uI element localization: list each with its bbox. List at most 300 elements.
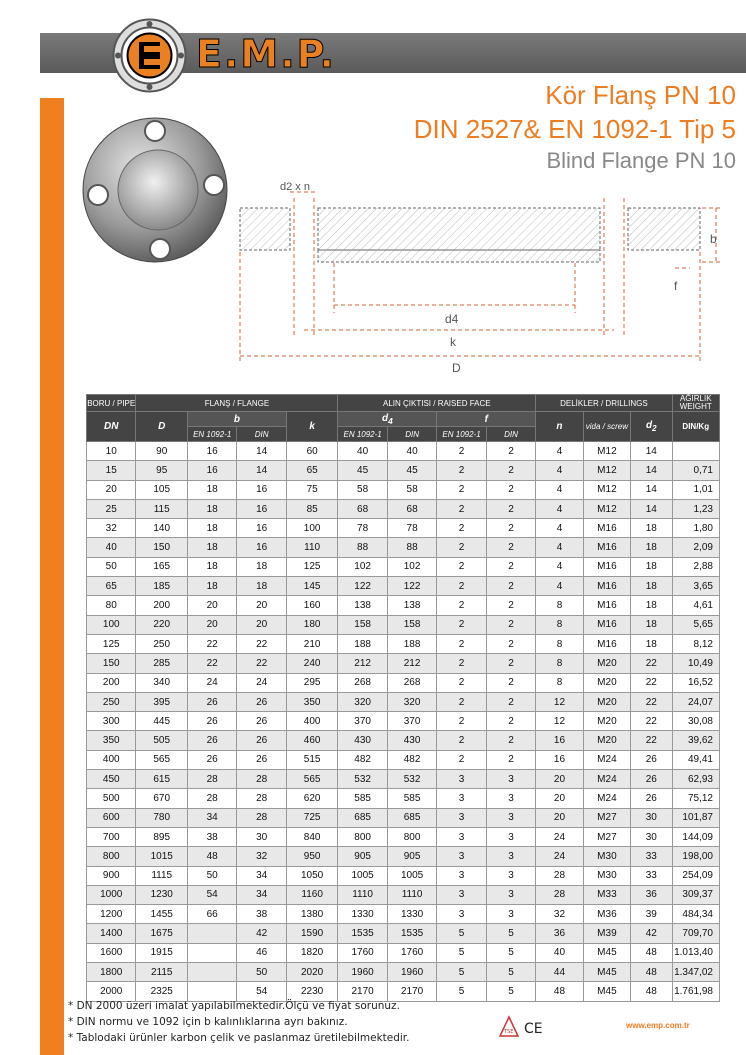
table-row [87, 847, 720, 866]
table-cell: 24 [536, 827, 583, 846]
emp-logo-icon [112, 18, 187, 93]
th-dn: DN [87, 412, 136, 442]
side-stripe [40, 98, 64, 1055]
table-cell: 22 [631, 731, 672, 750]
table-cell: 138 [338, 596, 387, 615]
table-cell: 1015 [136, 847, 187, 866]
table-cell: 250 [136, 634, 187, 653]
th-d4-din: DIN [387, 427, 436, 442]
table-cell: M12 [583, 499, 630, 518]
table-cell: 1115 [136, 866, 187, 885]
table-cell: 68 [338, 499, 387, 518]
table-row [87, 461, 720, 480]
table-cell: 26 [631, 789, 672, 808]
table-cell: 16 [237, 499, 286, 518]
table-row [87, 442, 720, 461]
table-row [87, 866, 720, 885]
table-cell: M20 [583, 731, 630, 750]
table-cell: M20 [583, 712, 630, 731]
footnotes [68, 998, 410, 1046]
table-cell: 22 [631, 692, 672, 711]
table-cell: 14 [237, 442, 286, 461]
table-cell: 1590 [286, 924, 337, 943]
table-cell: M16 [583, 615, 630, 634]
table-cell: 900 [87, 866, 136, 885]
table-cell: 22 [631, 712, 672, 731]
table-cell: M16 [583, 577, 630, 596]
table-cell: 2 [486, 480, 535, 499]
table-row [87, 885, 720, 904]
th-f: f [437, 412, 536, 427]
th-d4-en: EN 1092-1 [338, 427, 387, 442]
table-cell: 125 [87, 634, 136, 653]
table-cell: 10,49 [672, 654, 719, 673]
table-cell: 370 [387, 712, 436, 731]
table-cell: 16 [237, 538, 286, 557]
table-cell: 28 [237, 808, 286, 827]
note-3: * Tablodaki ürünler karbon çelik ve paslanmaz üretilebilmektedir. [68, 1032, 410, 1044]
table-cell: 30 [631, 808, 672, 827]
table-cell: 450 [87, 770, 136, 789]
table-cell: 1200 [87, 905, 136, 924]
table-cell: 2020 [286, 963, 337, 982]
table-cell: 42 [631, 924, 672, 943]
table-cell: 18 [187, 557, 236, 576]
table-cell: 16 [536, 750, 583, 769]
table-cell: 30 [631, 827, 672, 846]
table-cell: 320 [387, 692, 436, 711]
table-cell: 22 [631, 673, 672, 692]
table-cell: 18 [187, 480, 236, 499]
table-cell: 1535 [338, 924, 387, 943]
table-cell: 2 [486, 577, 535, 596]
table-cell: 320 [338, 692, 387, 711]
table-cell: 254,09 [672, 866, 719, 885]
table-cell: 58 [387, 480, 436, 499]
table-cell: 400 [87, 750, 136, 769]
table-cell: 484,34 [672, 905, 719, 924]
table-cell: 400 [286, 712, 337, 731]
table-cell: 430 [387, 731, 436, 750]
table-cell: 198,00 [672, 847, 719, 866]
table-cell: 220 [136, 615, 187, 634]
table-row [87, 557, 720, 576]
table-cell: 5 [437, 924, 486, 943]
table-cell: 370 [338, 712, 387, 731]
table-cell: 33 [631, 847, 672, 866]
table-cell: 110 [286, 538, 337, 557]
table-cell: 2 [486, 712, 535, 731]
table-cell: 3,65 [672, 577, 719, 596]
th-b-en: EN 1092-1 [187, 427, 236, 442]
table-cell: 20 [187, 596, 236, 615]
th-b: b [187, 412, 286, 427]
th-n: n [536, 412, 583, 442]
table-cell: 16 [237, 519, 286, 538]
table-cell: M45 [583, 943, 630, 962]
table-cell: 16 [536, 731, 583, 750]
table-cell: 16 [187, 442, 236, 461]
table-cell [187, 924, 236, 943]
table-cell: 105 [136, 480, 187, 499]
table-cell: 20 [536, 770, 583, 789]
dimensions-table [86, 394, 720, 1002]
table-cell: 20 [87, 480, 136, 499]
table-cell: 26 [631, 750, 672, 769]
table-cell: 20 [237, 596, 286, 615]
table-cell: 2 [486, 557, 535, 576]
table-cell: 1455 [136, 905, 187, 924]
label-d2n: d2 x n [280, 181, 310, 193]
table-cell: 54 [237, 982, 286, 1001]
table-cell: 18 [187, 519, 236, 538]
table-cell: 3 [486, 847, 535, 866]
table-cell: 22 [237, 654, 286, 673]
table-cell: 2 [486, 499, 535, 518]
table-cell: 140 [136, 519, 187, 538]
table-cell: 26 [187, 750, 236, 769]
table-cell: 1.347,02 [672, 963, 719, 982]
table-cell: M12 [583, 442, 630, 461]
table-cell: M39 [583, 924, 630, 943]
table-cell: 685 [387, 808, 436, 827]
table-row [87, 731, 720, 750]
table-cell: 10 [87, 442, 136, 461]
table-cell: 26 [237, 731, 286, 750]
table-cell: 3 [437, 905, 486, 924]
table-cell: 700 [87, 827, 136, 846]
table-cell: 780 [136, 808, 187, 827]
table-cell: 150 [87, 654, 136, 673]
table-cell: 5 [437, 982, 486, 1001]
table-cell: 2,88 [672, 557, 719, 576]
th-d2-sub: 2 [652, 423, 657, 433]
table-cell: 3 [437, 847, 486, 866]
table-cell: 2 [486, 731, 535, 750]
table-cell: 45 [338, 461, 387, 480]
table-cell: 102 [387, 557, 436, 576]
table-cell: 5,65 [672, 615, 719, 634]
th-d4-main: d [381, 412, 389, 424]
table-cell: M16 [583, 538, 630, 557]
table-cell: 158 [387, 615, 436, 634]
table-cell: 26 [237, 692, 286, 711]
table-cell: M16 [583, 557, 630, 576]
table-cell: 24 [536, 847, 583, 866]
table-cell: 2 [437, 634, 486, 653]
table-cell: 32 [237, 847, 286, 866]
table-cell: 350 [286, 692, 337, 711]
table-cell: 3 [437, 866, 486, 885]
table-row [87, 963, 720, 982]
table-cell: 60 [286, 442, 337, 461]
label-k: k [450, 335, 456, 349]
table-cell: 122 [338, 577, 387, 596]
label-D: D [452, 361, 461, 375]
label-f: f [674, 279, 678, 293]
table-cell: 2 [437, 615, 486, 634]
table-cell: 1110 [387, 885, 436, 904]
table-cell: 1380 [286, 905, 337, 924]
table-cell: 1960 [387, 963, 436, 982]
table-cell: 2170 [338, 982, 387, 1001]
table-cell: 150 [136, 538, 187, 557]
table-cell: 515 [286, 750, 337, 769]
table-cell: 32 [87, 519, 136, 538]
table-row [87, 480, 720, 499]
table-cell: 5 [486, 963, 535, 982]
table-cell [187, 943, 236, 962]
table-cell: 50 [87, 557, 136, 576]
table-cell: 2 [486, 634, 535, 653]
table-cell: 395 [136, 692, 187, 711]
table-row [87, 924, 720, 943]
table-cell: 2 [486, 750, 535, 769]
table-cell: 26 [631, 770, 672, 789]
table-cell: 2 [486, 596, 535, 615]
table-row [87, 634, 720, 653]
table-cell: 2 [437, 557, 486, 576]
table-cell: 482 [338, 750, 387, 769]
table-cell [187, 963, 236, 982]
th-k: k [286, 412, 337, 442]
table-cell: 2 [437, 442, 486, 461]
table-cell: 268 [338, 673, 387, 692]
table-cell: 54 [187, 885, 236, 904]
table-cell: 20 [536, 808, 583, 827]
table-cell: 3 [486, 827, 535, 846]
table-cell: 8 [536, 596, 583, 615]
table-cell: 48 [187, 847, 236, 866]
table-body [87, 442, 720, 1002]
title-turkish: Kör Flanş PN 10 [545, 80, 736, 110]
table-cell: 49,41 [672, 750, 719, 769]
table-cell: 144,09 [672, 827, 719, 846]
table-cell: 24 [237, 673, 286, 692]
table-cell: 5 [437, 943, 486, 962]
table-cell: 500 [87, 789, 136, 808]
table-cell: M16 [583, 596, 630, 615]
table-cell: 2230 [286, 982, 337, 1001]
table-cell: 22 [187, 654, 236, 673]
table-cell: 12 [536, 712, 583, 731]
th-d2 [631, 412, 672, 442]
table-cell: 615 [136, 770, 187, 789]
table-cell: 532 [338, 770, 387, 789]
table-cell: 620 [286, 789, 337, 808]
table-cell: 18 [631, 615, 672, 634]
table-cell: M24 [583, 770, 630, 789]
table-cell: 725 [286, 808, 337, 827]
table-cell: 2 [437, 750, 486, 769]
table-cell: 45 [387, 461, 436, 480]
table-cell: 185 [136, 577, 187, 596]
table-cell: 2 [486, 673, 535, 692]
table-cell: 18 [631, 577, 672, 596]
table-cell: 4 [536, 442, 583, 461]
table-cell: 18 [631, 596, 672, 615]
table-cell: M16 [583, 519, 630, 538]
table-cell: 0,71 [672, 461, 719, 480]
table-cell: 12 [536, 692, 583, 711]
table-cell: 40 [87, 538, 136, 557]
table-cell: 58 [338, 480, 387, 499]
table-cell: 95 [136, 461, 187, 480]
table-cell: 1000 [87, 885, 136, 904]
table-cell: 145 [286, 577, 337, 596]
table-cell: 1330 [387, 905, 436, 924]
table-cell: 1,80 [672, 519, 719, 538]
table-cell: 2 [437, 673, 486, 692]
table-cell [672, 442, 719, 461]
table-cell: 14 [237, 461, 286, 480]
table-cell: 20 [536, 789, 583, 808]
table-cell: 15 [87, 461, 136, 480]
table-cell: 4 [536, 461, 583, 480]
table-cell: 50 [187, 866, 236, 885]
table-cell: 4 [536, 480, 583, 499]
table-cell: 4 [536, 538, 583, 557]
table-cell: 2 [486, 461, 535, 480]
table-cell: 8 [536, 654, 583, 673]
table-cell: 1915 [136, 943, 187, 962]
table-cell: M20 [583, 692, 630, 711]
table-row [87, 596, 720, 615]
table-cell: 2 [486, 519, 535, 538]
table-cell: M27 [583, 827, 630, 846]
table-cell: 200 [87, 673, 136, 692]
table-cell: 180 [286, 615, 337, 634]
table-cell: 3 [437, 808, 486, 827]
note-2: * DIN normu ve 1092 için b kalınlıklarına ayrı bakınız. [68, 1016, 348, 1028]
table-cell: 800 [338, 827, 387, 846]
table-cell: M20 [583, 654, 630, 673]
table-cell: 905 [338, 847, 387, 866]
website-link[interactable]: www.emp.com.tr [626, 1021, 690, 1030]
table-cell: 14 [631, 442, 672, 461]
table-cell: M27 [583, 808, 630, 827]
table-cell: 48 [631, 943, 672, 962]
table-row [87, 499, 720, 518]
table-cell: 158 [338, 615, 387, 634]
table-cell: 14 [631, 499, 672, 518]
table-cell: 565 [136, 750, 187, 769]
table-cell: 28 [237, 789, 286, 808]
table-cell: 350 [87, 731, 136, 750]
table-cell: 1330 [338, 905, 387, 924]
table-cell: 14 [631, 480, 672, 499]
table-cell: 80 [87, 596, 136, 615]
table-cell: 28 [187, 770, 236, 789]
table-cell: 18 [237, 577, 286, 596]
table-cell: 532 [387, 770, 436, 789]
table-cell: 28 [536, 885, 583, 904]
table-cell: 125 [286, 557, 337, 576]
table-cell: 34 [237, 866, 286, 885]
table-cell: 1760 [387, 943, 436, 962]
th-agirlik: AĞIRLIK WEIGHT [672, 395, 719, 412]
table-row [87, 808, 720, 827]
table-cell: 430 [338, 731, 387, 750]
table-cell: 840 [286, 827, 337, 846]
table-cell: 88 [338, 538, 387, 557]
table-cell: 285 [136, 654, 187, 673]
table-cell: 18 [631, 634, 672, 653]
table-cell: 212 [338, 654, 387, 673]
table-cell: 3 [486, 808, 535, 827]
table-cell: 28 [237, 770, 286, 789]
table-cell: 50 [237, 963, 286, 982]
th-f-en: EN 1092-1 [437, 427, 486, 442]
table-cell: 5 [437, 963, 486, 982]
table-cell: M12 [583, 461, 630, 480]
table-cell: 8 [536, 615, 583, 634]
table-cell: 39,62 [672, 731, 719, 750]
table-cell: 75 [286, 480, 337, 499]
table-cell: 2 [437, 712, 486, 731]
table-cell: 340 [136, 673, 187, 692]
table-cell: 4 [536, 519, 583, 538]
table-cell: M36 [583, 905, 630, 924]
ce-mark: CE [524, 1021, 543, 1037]
table-cell: 600 [87, 808, 136, 827]
table-cell: 16 [187, 461, 236, 480]
th-screw: vida / screw [583, 412, 630, 442]
table-cell: 16,52 [672, 673, 719, 692]
table-cell: 20 [237, 615, 286, 634]
table-cell: 34 [187, 808, 236, 827]
table-cell: 5 [486, 943, 535, 962]
table-row [87, 750, 720, 769]
table-cell: 40 [387, 442, 436, 461]
table-cell: 18 [187, 538, 236, 557]
table-cell: 800 [387, 827, 436, 846]
table-cell: 2 [486, 615, 535, 634]
table-cell: 300 [87, 712, 136, 731]
table-cell: 32 [536, 905, 583, 924]
table-cell: 44 [536, 963, 583, 982]
table-cell: 28 [187, 789, 236, 808]
label-d4: d4 [445, 312, 459, 326]
table-cell: 1760 [338, 943, 387, 962]
table-cell: 2 [486, 692, 535, 711]
table-cell: 30 [237, 827, 286, 846]
table-cell: 36 [631, 885, 672, 904]
table-cell: 2 [437, 731, 486, 750]
th-b-din: DIN [237, 427, 286, 442]
table-cell: 240 [286, 654, 337, 673]
table-cell: 90 [136, 442, 187, 461]
table-cell: 3 [486, 905, 535, 924]
th-f-din: DIN [486, 427, 535, 442]
table-cell: 26 [187, 692, 236, 711]
table-row [87, 827, 720, 846]
table-cell: 165 [136, 557, 187, 576]
table-cell: 39 [631, 905, 672, 924]
table-cell: 482 [387, 750, 436, 769]
table-cell: 3 [486, 866, 535, 885]
title-standard: DIN 2527& EN 1092-1 Tip 5 [413, 114, 736, 144]
table-cell: 3 [486, 770, 535, 789]
table-cell: 1,23 [672, 499, 719, 518]
table-cell: 188 [387, 634, 436, 653]
table-cell: M45 [583, 982, 630, 1001]
table-cell: 460 [286, 731, 337, 750]
table-cell: 1800 [87, 963, 136, 982]
note-1: * DN 2000 üzeri imalat yapılabilmektedir.Ölçü ve fiyat sorunuz. [68, 1000, 400, 1012]
table-cell: 4 [536, 499, 583, 518]
table-cell: 1.761,98 [672, 982, 719, 1001]
